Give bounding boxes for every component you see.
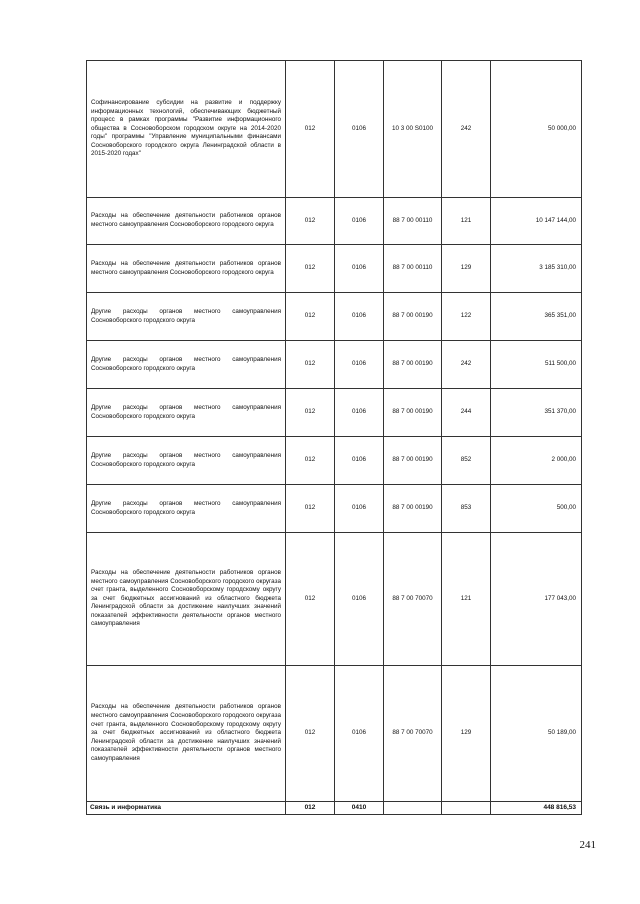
row-expense-type: 122: [442, 293, 491, 341]
row-target-code: 88 7 00 00190: [384, 437, 442, 485]
row-expense-type: 121: [442, 198, 491, 245]
row-admin-code: 012: [286, 533, 335, 666]
row-admin-code: 012: [286, 341, 335, 389]
row-target-code: 10 3 00 S0100: [384, 61, 442, 198]
row-section-code: 0106: [335, 341, 384, 389]
row-expense-type: 242: [442, 341, 491, 389]
row-description: Софинансирование субсидии на развитие и поддержку информационных технологий, обеспечивающих бюджетный процесс в рамках программы "Развитие информационного общества в Сосновоборском городском округе на 2014-2020 годы" программы "Управление муниципальными финансами Сосновоборского городского округа Ленинградской области в 2015-2020 годах": [87, 61, 286, 198]
row-description: Расходы на обеспечение деятельности работников органов местного самоуправления Сосновоборского городского округаза счет гранта, выделенного Сосновоборскому городскому округу за счет бюджетных ассигнований из областного бюджета Ленинградской области за достижение наилучших значений показателей эффективности деятельности органов местного самоуправления: [87, 533, 286, 666]
table-row: [87, 61, 582, 198]
table-row: [87, 666, 582, 802]
row-admin-code: 012: [286, 198, 335, 245]
row-admin-code: 012: [286, 485, 335, 533]
row-description: Другие расходы органов местного самоуправления Сосновоборского городского округа: [87, 437, 286, 485]
row-amount: 10 147 144,00: [491, 198, 582, 245]
row-admin-code: 012: [286, 61, 335, 198]
row-expense-type: 242: [442, 61, 491, 198]
row-target-code: 88 7 00 70070: [384, 666, 442, 802]
row-expense-type: 244: [442, 389, 491, 437]
table-row: [87, 293, 582, 341]
total-amount: 448 816,53: [491, 802, 582, 815]
row-target-code: 88 7 00 00110: [384, 198, 442, 245]
row-admin-code: 012: [286, 293, 335, 341]
row-target-code: 88 7 00 00190: [384, 389, 442, 437]
row-description: Другие расходы органов местного самоуправления Сосновоборского городского округа: [87, 389, 286, 437]
table-row: [87, 437, 582, 485]
row-section-code: 0106: [335, 485, 384, 533]
total-target-code: [384, 802, 442, 815]
row-description: Расходы на обеспечение деятельности работников органов местного самоуправления Сосновоборского городского округа: [87, 198, 286, 245]
row-admin-code: 012: [286, 437, 335, 485]
row-amount: 50 000,00: [491, 61, 582, 198]
row-expense-type: 853: [442, 485, 491, 533]
row-description: Другие расходы органов местного самоуправления Сосновоборского городского округа: [87, 485, 286, 533]
table-row: [87, 485, 582, 533]
row-section-code: 0106: [335, 198, 384, 245]
row-amount: 50 189,00: [491, 666, 582, 802]
budget-table: [86, 60, 582, 815]
row-description: Расходы на обеспечение деятельности работников органов местного самоуправления Сосновоборского городского округаза счет гранта, выделенного Сосновоборскому городскому округу за счет бюджетных ассигнований из областного бюджета Ленинградской области за достижение наилучших значений показателей эффективности деятельности органов местного самоуправления: [87, 666, 286, 802]
row-admin-code: 012: [286, 245, 335, 293]
row-amount: 351 370,00: [491, 389, 582, 437]
row-section-code: 0106: [335, 245, 384, 293]
row-amount: 365 351,00: [491, 293, 582, 341]
row-amount: 3 185 310,00: [491, 245, 582, 293]
row-target-code: 88 7 00 00190: [384, 341, 442, 389]
row-description: Другие расходы органов местного самоуправления Сосновоборского городского округа: [87, 341, 286, 389]
table-row: [87, 341, 582, 389]
row-expense-type: 121: [442, 533, 491, 666]
row-expense-type: 129: [442, 245, 491, 293]
row-section-code: 0106: [335, 666, 384, 802]
row-amount: 511 500,00: [491, 341, 582, 389]
row-expense-type: 129: [442, 666, 491, 802]
row-target-code: 88 7 00 00110: [384, 245, 442, 293]
row-admin-code: 012: [286, 666, 335, 802]
row-admin-code: 012: [286, 389, 335, 437]
row-section-code: 0106: [335, 533, 384, 666]
row-section-code: 0106: [335, 293, 384, 341]
row-description: Расходы на обеспечение деятельности работников органов местного самоуправления Сосновоборского городского округа: [87, 245, 286, 293]
row-expense-type: 852: [442, 437, 491, 485]
total-section-code: 0410: [335, 802, 384, 815]
row-target-code: 88 7 00 00190: [384, 293, 442, 341]
row-target-code: 88 7 00 00190: [384, 485, 442, 533]
total-description: Связь и информатика: [87, 802, 286, 815]
row-section-code: 0106: [335, 437, 384, 485]
page-number: 241: [579, 839, 596, 851]
row-section-code: 0106: [335, 61, 384, 198]
row-section-code: 0106: [335, 389, 384, 437]
total-expense-type: [442, 802, 491, 815]
table-row: [87, 389, 582, 437]
row-amount: 2 000,00: [491, 437, 582, 485]
row-description: Другие расходы органов местного самоуправления Сосновоборского городского округа: [87, 293, 286, 341]
table-row: [87, 198, 582, 245]
total-admin-code: 012: [286, 802, 335, 815]
row-amount: 500,00: [491, 485, 582, 533]
row-target-code: 88 7 00 70070: [384, 533, 442, 666]
row-amount: 177 043,00: [491, 533, 582, 666]
total-row: [87, 802, 582, 815]
table-row: [87, 245, 582, 293]
table-row: [87, 533, 582, 666]
